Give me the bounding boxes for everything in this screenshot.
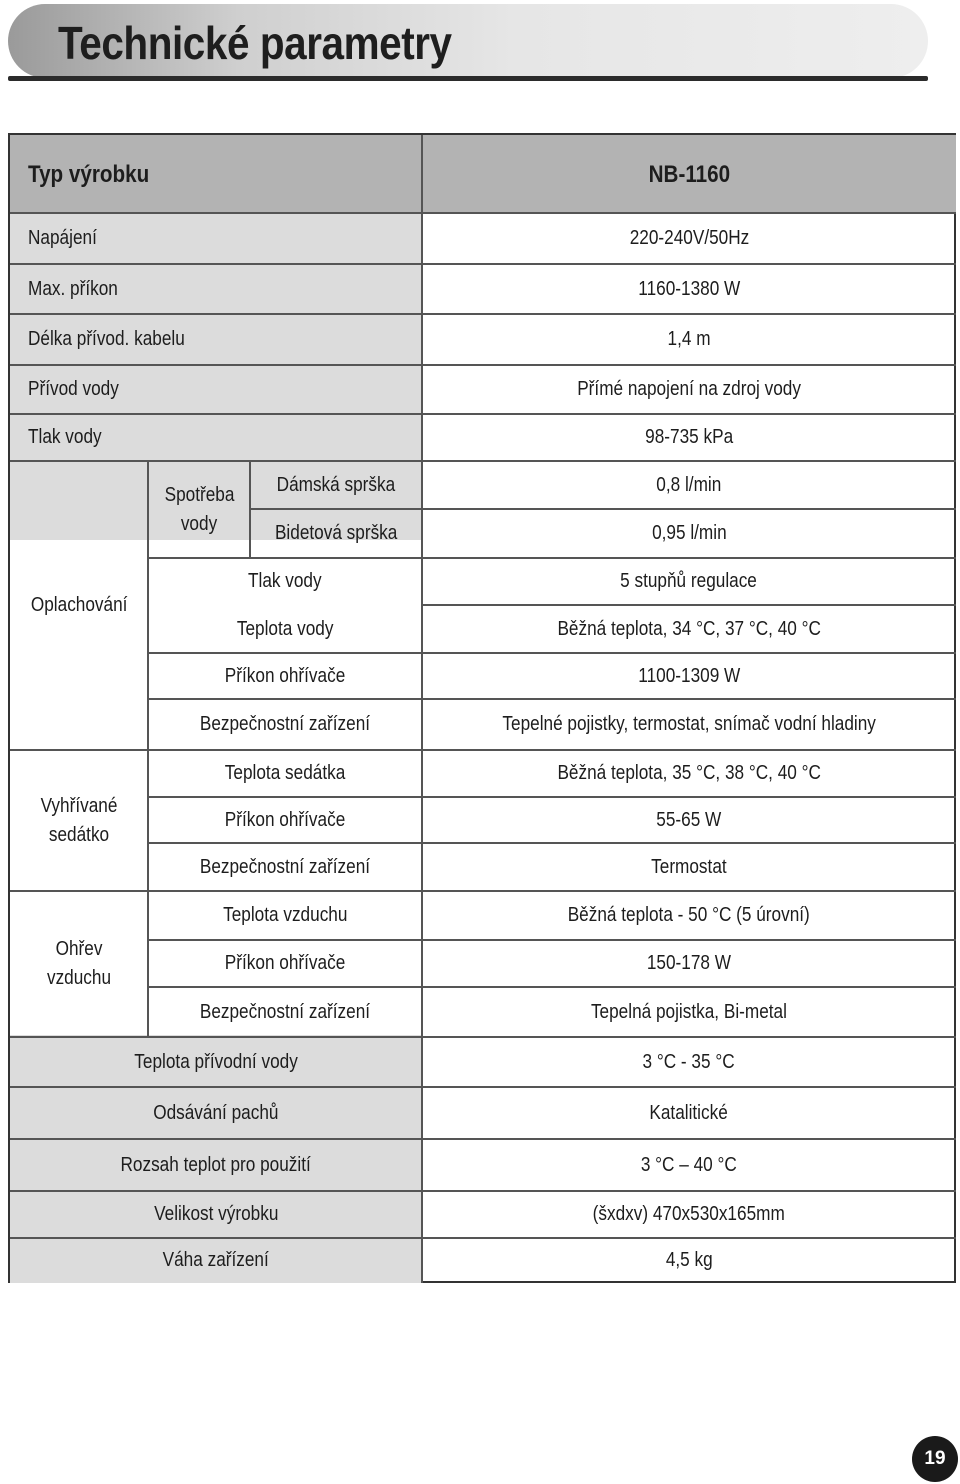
velikost-label: Velikost výrobku [153,1203,279,1225]
vaha-value: 4,5 kg [665,1249,713,1271]
teplota-privodni-value: 3 °C - 35 °C [642,1050,736,1073]
ohrev-bezpecnost-value: Tepelná pojistka, Bi-metal [590,1000,787,1023]
tlak-vody-label: Tlak vody [248,570,322,592]
row-line [10,364,956,366]
page-title: Technické parametry [58,17,452,69]
row-line [148,842,956,844]
row-line [10,1190,956,1192]
teplota-privodni-label: Teplota přívodní vody [134,1050,298,1073]
row-label-privod: Přívod vody [28,378,119,400]
teplota-sedatka-label: Teplota sedátka [224,762,346,784]
header-label-cell [10,135,422,213]
ohrev-bezpecnost-label: Bezpečnostní zařízení [199,1000,371,1023]
prikon-ohrivace-label: Příkon ohřívače [224,664,346,687]
row-label-napajeni: Napájení [28,227,97,249]
row-value-napajeni: 220-240V/50Hz [629,227,749,249]
sedatko-bezpecnost-value: Termostat [651,855,727,878]
row-line [148,652,956,654]
group-label-ohrev: Ohřev vzduchu [46,938,112,989]
teplota-vzduchu-label: Teplota vzduchu [222,904,348,926]
row-line [148,986,956,988]
row-line [10,263,956,265]
row-line [10,1086,956,1088]
rozsah-value: 3 °C – 40 °C [641,1153,737,1176]
teplota-sedatka-value: Běžná teplota, 35 °C, 38 °C, 40 °C [557,762,821,784]
ohrev-prikon-label: Příkon ohřívače [224,952,346,974]
row-value-kabel: 1,4 m [667,328,711,350]
column-divider [421,135,423,1283]
teplota-vody-label: Teplota vody [236,617,334,640]
bezpecnost-label: Bezpečnostní zařízení [199,713,371,735]
bidetova-label: Bidetová sprška [274,522,398,544]
header-model: NB-1160 [648,160,730,188]
sedatko-prikon-value: 55-65 W [656,808,722,831]
header-model-cell [422,135,956,213]
row-value-prikon: 1160-1380 W [638,277,740,300]
row-label-prikon: Max. příkon [28,277,118,300]
row-line [10,890,956,892]
page-number-badge [912,1436,958,1482]
odsavani-value: Katalitické [649,1101,729,1124]
spotreba-label: Spotřeba vody [164,483,235,535]
spec-table [8,133,956,1283]
row-line [10,749,956,751]
group-label-oplachovani: Oplachování [30,594,128,616]
header-label: Typ výrobku [28,160,150,188]
row-line [422,604,956,606]
row-line [148,939,956,941]
row-line [10,212,956,214]
row-value-tlak: 98-735 kPa [645,426,733,448]
prikon-ohrivace-value: 1100-1309 W [638,664,740,687]
row-line [10,413,956,415]
sedatko-prikon-label: Příkon ohřívače [224,808,346,831]
rozsah-label: Rozsah teplot pro použití [120,1153,312,1176]
row-value-privod: Přímé napojení na zdroj vody [577,378,801,400]
vaha-label: Váha zařízení [162,1249,270,1271]
group-label-sedatko: Vyhřívané sedátko [40,794,118,846]
tlak-vody-value: 5 stupňů regulace [620,570,758,592]
sedatko-bezpecnost-label: Bezpečnostní zařízení [199,855,371,878]
row-line [148,557,956,559]
bidetova-value: 0,95 l/min [651,522,727,544]
row-line [148,796,956,798]
row-label-kabel: Délka přívod. kabelu [28,328,185,350]
bezpecnost-value: Tepelné pojistky, termostat, snímač vodní hladiny [502,713,876,735]
teplota-vody-value: Běžná teplota, 34 °C, 37 °C, 40 °C [557,617,821,640]
ohrev-prikon-value: 150-178 W [646,952,732,974]
row-line [10,1036,956,1038]
page-number: 19 [924,1448,946,1469]
odsavani-label: Odsávání pachů [153,1101,279,1124]
row-line [10,1237,956,1239]
row-line [10,1138,956,1140]
row-line [148,698,956,700]
row-line [250,508,956,510]
damska-label: Dámská sprška [276,473,396,496]
damska-value: 0,8 l/min [656,473,722,496]
velikost-value: (šxdxv) 470x530x165mm [592,1203,786,1225]
row-label-tlak: Tlak vody [28,426,102,448]
teplota-vzduchu-value: Běžná teplota - 50 °C (5 úrovní) [567,904,811,926]
row-line [10,460,956,462]
row-line [10,313,956,315]
